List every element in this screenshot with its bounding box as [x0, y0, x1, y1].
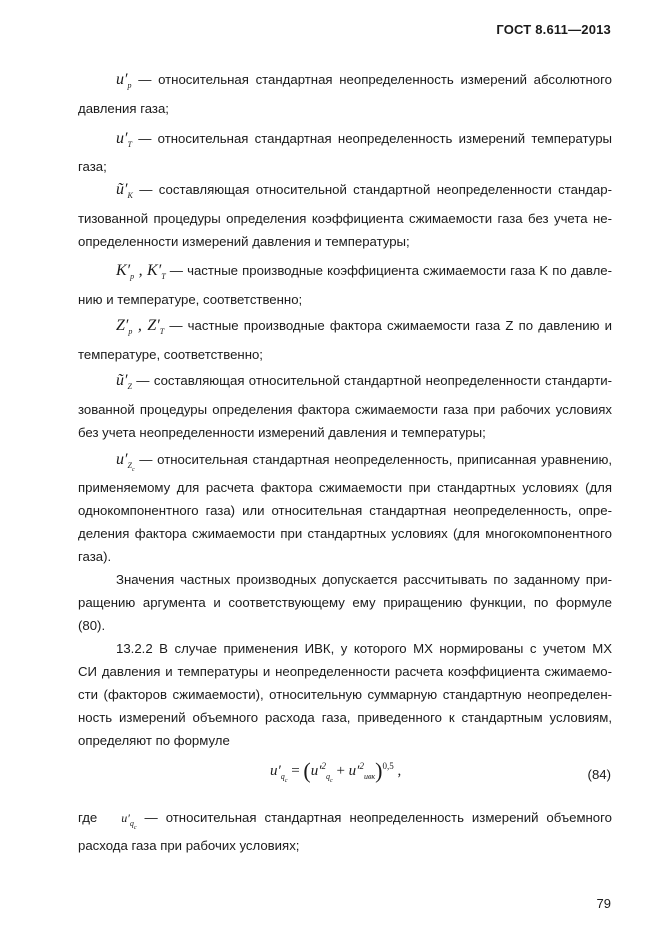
def-uz-line-2: зованной процедуры определения фактора сжимаемости газа при рабочих условиях: [78, 402, 612, 417]
def-uzc-line-1: $u'_{Z_c}$ — относительная стандартная неопределенность, приписанная уравнению,: [116, 451, 612, 473]
where-line-1: где $u'_{q_c}$ — относительная стандартная неопределенность измерений объемного: [78, 810, 612, 831]
symbol-u-prime-p: $u'_p$: [116, 71, 132, 90]
where-line-2: расхода газа при рабочих условиях;: [78, 838, 300, 853]
symbol-u-tilde-z: $ũ'_Z$: [116, 372, 132, 391]
def-up-line-1: $u'_p$ — относительная стандартная неопределенность измерений абсолютного: [116, 71, 612, 90]
def-ut-line-1: $u'_T$ — относительная стандартная неопределенность измерений температуры: [116, 130, 613, 149]
def-uzc-line-4: деления фактора сжимаемости при стандартных условиях (для многокомпонентного: [78, 526, 612, 541]
symbol-u-prime-qc: $u'_{q_c}$: [121, 811, 137, 831]
para-1322-line-5: определяют по формуле: [78, 733, 230, 748]
formula-84: $u'_{q_c} = (u'^2_{q_c} + u'^2_{ивк})^{0,5}$ ,: [270, 758, 402, 784]
symbol-k-derivatives: $K'_p$ , $K'_T$: [116, 262, 166, 281]
para-derivatives-line-1: Значения частных производных допускается рассчитывать по заданному при-: [116, 572, 612, 587]
def-uzc-line-2: применяемому для расчета фактора сжимаемости при стандартных условиях (для: [78, 480, 612, 495]
def-uzc-line-3: однокомпонентного газа) или относительная стандартная неопределенность, опре-: [78, 503, 612, 518]
def-ut-line-2: газа;: [78, 159, 107, 174]
para-1322-line-1: 13.2.2 В случае применения ИВК, у которого МХ нормированы с учетом МХ: [116, 641, 612, 656]
def-uk-line-1: $ũ'_K$ — составляющая относительной стандартной неопределенности стандар-: [116, 181, 612, 200]
page-header: ГОСТ 8.611—2013: [496, 22, 611, 37]
def-uzc-line-5: газа).: [78, 549, 112, 564]
para-1322-line-2: СИ давления и температуры и неопределенности расчета коэффициента сжимаемо-: [78, 664, 612, 679]
def-k-line-2: нию и температуре, соответственно;: [78, 292, 303, 307]
def-z-line-1: $Z'_p$ , $Z'_T$ — частные производные фактора сжимаемости газа Z по давлению и: [116, 317, 612, 336]
equation-number: (84): [587, 767, 611, 782]
def-uk-line-2: тизованной процедуры определения коэффициента сжимаемости газа без учета не-: [78, 211, 612, 226]
def-uz-line-3: без учета неопределенности измерений давления и температуры;: [78, 425, 486, 440]
formula-exponent: 0,5: [382, 761, 394, 771]
symbol-u-tilde-k: $ũ'_K$: [116, 181, 133, 200]
symbol-u-prime-t: $u'_T$: [116, 130, 132, 149]
def-uz-line-1: $ũ'_Z$ — составляющая относительной стандартной неопределенности стандарти-: [116, 372, 612, 391]
def-k-line-1: $K'_p$ , $K'_T$ — частные производные коэффициента сжимаемости газа K по давле-: [116, 262, 612, 281]
page-number: 79: [596, 896, 611, 911]
def-uk-line-3: определенности измерений давления и температуры;: [78, 234, 410, 249]
para-derivatives-line-3: (80).: [78, 618, 106, 633]
symbol-z-derivatives: $Z'_p$ , $Z'_T$: [116, 317, 165, 336]
symbol-u-prime-zc: $u'_{Z_c}$: [116, 451, 135, 473]
def-z-line-2: температуре, соответственно;: [78, 347, 263, 362]
para-1322-line-4: ность измерений объемного расхода газа, приведенного к стандартным условиям,: [78, 710, 612, 725]
para-1322-line-3: сти (факторов сжимаемости), относительную суммарную стандартную неопределен-: [78, 687, 612, 702]
def-up-line-2: давления газа;: [78, 101, 169, 116]
para-derivatives-line-2: ращению аргумента и соответствующему ему приращению функции, по формуле: [78, 595, 612, 610]
